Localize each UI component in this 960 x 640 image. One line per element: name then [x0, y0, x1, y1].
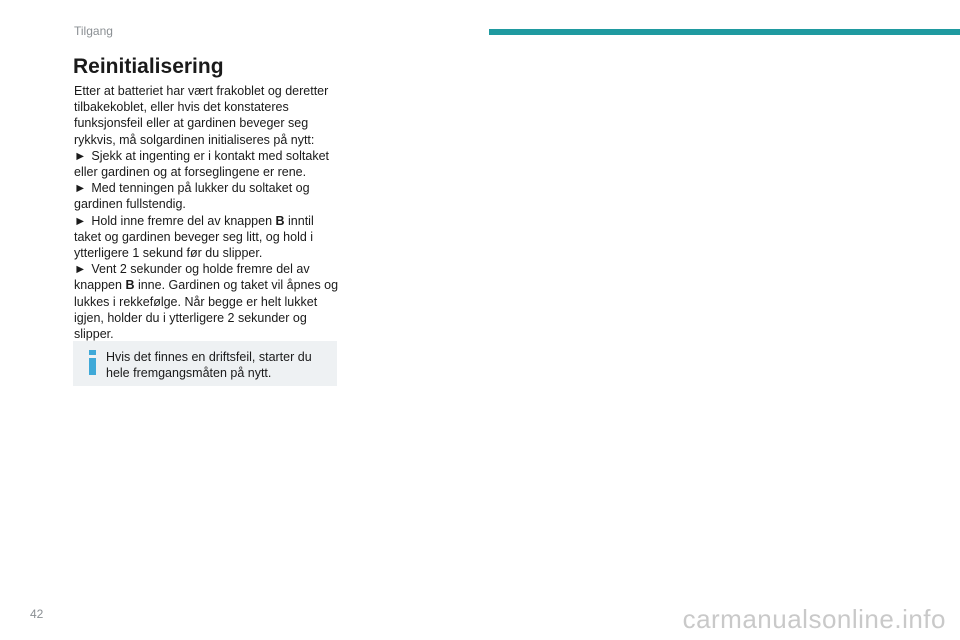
header-accent-bar — [489, 29, 960, 35]
step-text: inne. Gardinen og taket vil åpnes og lukkes i rekkefølge. Når begge er helt lukket igjen, holder du i ytterligere 2 sekunder og slipper. — [74, 278, 339, 342]
step-arrow-icon: ► — [74, 262, 87, 277]
step-arrow-icon: ► — [74, 148, 87, 163]
step-text: Sjekk at ingenting er i kontakt med soltaket eller gardinen og at forseglingene er rene. — [74, 148, 330, 180]
page-number: 42 — [30, 607, 44, 621]
step-1 — [74, 148, 342, 180]
watermark: carmanualsonline.info — [682, 604, 946, 634]
info-icon — [89, 350, 96, 375]
step-text: Vent 2 sekunder og holde fremre del av knappen — [74, 262, 310, 293]
page-heading: Reinitialisering — [73, 55, 224, 78]
note-text: Hvis det finnes en driftsfeil, starter du hele fremgangsmåten på nytt. — [106, 350, 312, 381]
step-arrow-icon: ► — [74, 181, 87, 196]
step-2 — [74, 180, 342, 212]
step-text: inntil taket og gardinen beveger seg litt, og hold i ytterligere 1 sekund før du slipper. — [74, 213, 314, 261]
body-text — [74, 83, 342, 342]
step-text: Hold inne fremre del av knappen — [91, 213, 276, 228]
section-title: Tilgang — [74, 24, 113, 38]
button-b-label: B — [275, 213, 285, 228]
step-arrow-icon: ► — [74, 213, 87, 228]
button-b-label: B — [125, 278, 135, 293]
intro-paragraph: Etter at batteriet har vært frakoblet og deretter tilbakekoblet, eller hvis det konstateres funksjonsfeil eller at gardinen beveger seg rykkvis, må solgardinen initialiseres på nytt: — [74, 84, 329, 147]
step-text: Med tenningen på lukker du soltaket og gardinen fullstendig. — [74, 181, 310, 212]
step-3 — [74, 213, 342, 262]
info-note — [73, 341, 337, 386]
step-4 — [74, 261, 342, 342]
